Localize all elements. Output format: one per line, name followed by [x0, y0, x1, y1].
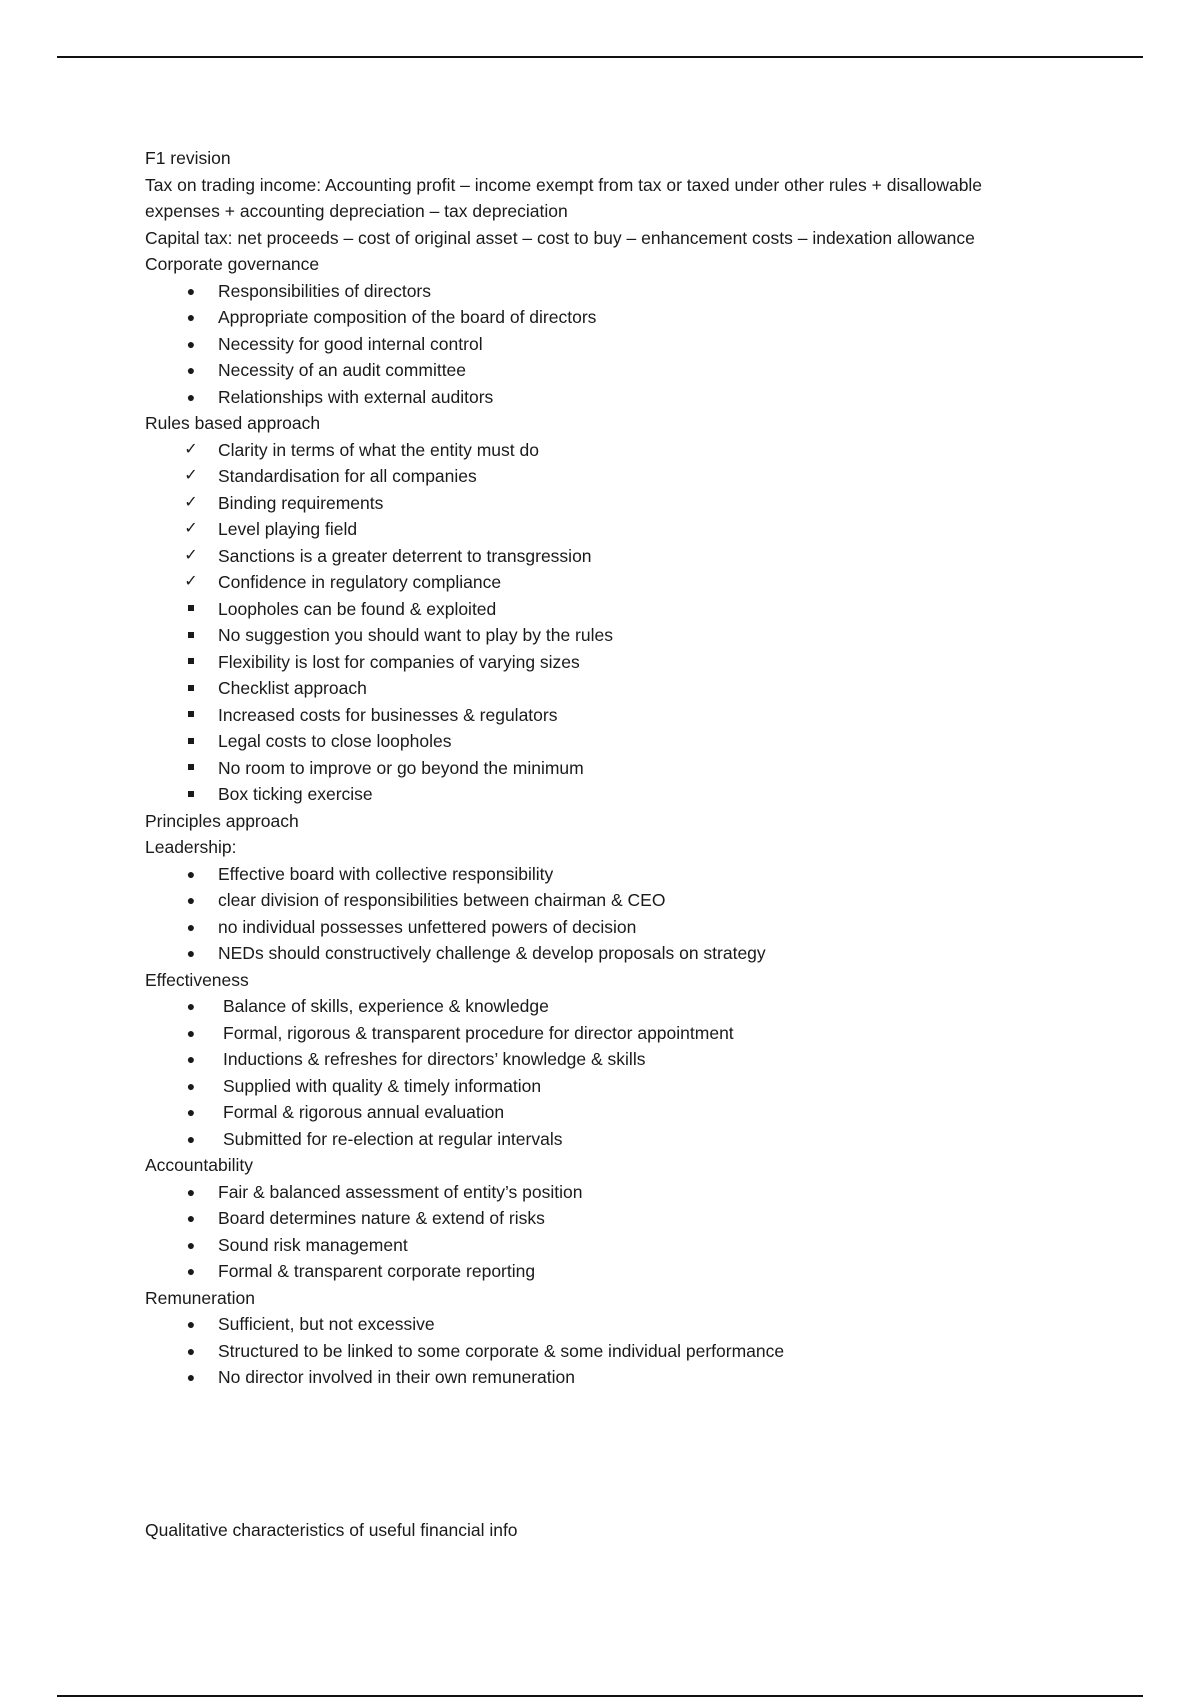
- list-item: No room to improve or go beyond the minimum: [145, 755, 1105, 782]
- list-item: ● clear division of responsibilities between chairman & CEO: [145, 887, 1105, 914]
- rules-based-advantages-list: [145, 437, 1105, 596]
- checkmark-icon: ✓: [184, 493, 198, 511]
- remuneration-heading: Remuneration: [145, 1287, 255, 1308]
- bullet-icon: ●: [186, 892, 196, 908]
- checkmark-icon: ✓: [184, 467, 198, 484]
- square-bullet-icon: [181, 702, 201, 729]
- document-title: F1 revision: [145, 148, 231, 168]
- square-bullet-icon: [181, 728, 201, 755]
- corporate-governance-heading: Corporate governance: [145, 254, 320, 274]
- list-item: ● Necessity for good internal control: [145, 331, 1105, 358]
- square-bullet-icon: [181, 649, 201, 676]
- footer-rule: [57, 1695, 1143, 1697]
- list-item: ✓ Confidence in regulatory compliance: [145, 569, 1105, 596]
- bullet-icon: ●: [186, 1263, 196, 1279]
- accountability-list: [145, 1179, 1105, 1285]
- list-item: ✓ Level playing field: [145, 516, 1105, 543]
- corporate-governance-list: [145, 278, 1105, 411]
- bullet-icon: ●: [186, 309, 196, 325]
- list-item: ✓ Sanctions is a greater deterrent to transgression: [145, 543, 1105, 570]
- bullet-icon: ●: [186, 362, 196, 378]
- leadership-list: [145, 861, 1105, 967]
- effectiveness-heading: Effectiveness: [145, 969, 249, 990]
- list-item: ● Formal & rigorous annual evaluation: [145, 1099, 1105, 1126]
- list-item: Increased costs for businesses & regulators: [145, 702, 1105, 729]
- rules-based-disadvantages-list: [145, 596, 1105, 808]
- bullet-icon: ●: [186, 918, 196, 935]
- bullet-icon: ●: [186, 865, 196, 882]
- rules-based-heading: Rules based approach: [145, 413, 321, 433]
- qualitative-characteristics-heading: Qualitative characteristics of useful financial info: [145, 1519, 518, 1540]
- square-bullet-icon: [181, 596, 201, 623]
- list-item: ● Board determines nature & extend of risks: [145, 1205, 1105, 1232]
- accountability-heading: Accountability: [145, 1155, 253, 1175]
- square-bullet-icon: [181, 755, 201, 782]
- list-item: ● Necessity of an audit committee: [145, 357, 1105, 384]
- list-item: ● Relationships with external auditors: [145, 384, 1105, 411]
- list-item: ● No director involved in their own remuneration: [145, 1364, 1105, 1391]
- list-item: ● Inductions & refreshes for directors’ knowledge & skills: [145, 1046, 1105, 1073]
- list-item: ● Submitted for re-election at regular intervals: [145, 1126, 1105, 1153]
- bullet-icon: ●: [186, 1210, 196, 1226]
- list-item: Flexibility is lost for companies of varying sizes: [145, 649, 1105, 676]
- list-item: ✓ Binding requirements: [145, 490, 1105, 517]
- list-item: ● Effective board with collective responsibility: [145, 861, 1105, 888]
- list-item: ● Formal & transparent corporate reporting: [145, 1258, 1105, 1285]
- tax-trading-income-text: Tax on trading income: Accounting profit – income exempt from tax or taxed under other rules + disallowable expenses + accounting depreciation – tax depreciation: [145, 174, 983, 221]
- bullet-icon: ●: [186, 1130, 196, 1147]
- list-item: ● NEDs should constructively challenge & develop proposals on strategy: [145, 940, 1105, 967]
- list-item: ● Balance of skills, experience & knowledge: [145, 993, 1105, 1020]
- square-bullet-icon: [181, 622, 201, 649]
- list-item: Checklist approach: [145, 675, 1105, 702]
- principles-heading: Principles approach: [145, 810, 299, 831]
- leadership-heading: Leadership:: [145, 837, 237, 857]
- bullet-icon: ●: [186, 1183, 196, 1200]
- list-item: Legal costs to close loopholes: [145, 728, 1105, 755]
- list-item: No suggestion you should want to play by the rules: [145, 622, 1105, 649]
- bullet-icon: ●: [186, 945, 196, 961]
- list-item: ● Sufficient, but not excessive: [145, 1311, 1105, 1338]
- bullet-icon: ●: [186, 1342, 196, 1359]
- list-item: ● Formal, rigorous & transparent procedure for director appointment: [145, 1020, 1105, 1047]
- list-item: ● Structured to be linked to some corporate & some individual performance: [145, 1338, 1105, 1365]
- bullet-icon: ●: [186, 1369, 196, 1385]
- square-bullet-icon: [181, 781, 201, 808]
- checkmark-icon: ✓: [184, 520, 198, 537]
- capital-tax-text: Capital tax: net proceeds – cost of original asset – cost to buy – enhancement costs – indexation allowance: [145, 227, 975, 248]
- list-item: ● Responsibilities of directors: [145, 278, 1105, 305]
- list-item: ✓ Clarity in terms of what the entity must do: [145, 437, 1105, 464]
- bullet-icon: ●: [186, 1024, 196, 1041]
- bullet-icon: ●: [186, 1316, 196, 1332]
- bullet-icon: ●: [186, 335, 196, 352]
- square-bullet-icon: [181, 675, 201, 702]
- list-item: ● no individual possesses unfettered powers of decision: [145, 914, 1105, 941]
- list-item: ● Fair & balanced assessment of entity’s position: [145, 1179, 1105, 1206]
- header-rule: [57, 56, 1143, 58]
- bullet-icon: ●: [186, 1051, 196, 1067]
- checkmark-icon: ✓: [184, 573, 198, 590]
- effectiveness-list: [145, 993, 1105, 1152]
- bullet-icon: ●: [186, 1104, 196, 1120]
- bullet-icon: ●: [186, 282, 196, 299]
- bullet-icon: ●: [186, 1077, 196, 1094]
- checkmark-icon: ✓: [184, 440, 198, 458]
- bullet-icon: ●: [186, 388, 196, 405]
- list-item: ✓ Standardisation for all companies: [145, 463, 1105, 490]
- list-item: ● Sound risk management: [145, 1232, 1105, 1259]
- bullet-icon: ●: [186, 998, 196, 1014]
- bullet-icon: ●: [186, 1236, 196, 1253]
- checkmark-icon: ✓: [184, 546, 198, 564]
- document-body: [145, 145, 1105, 1543]
- list-item: Loopholes can be found & exploited: [145, 596, 1105, 623]
- list-item: ● Appropriate composition of the board of directors: [145, 304, 1105, 331]
- list-item: ● Supplied with quality & timely information: [145, 1073, 1105, 1100]
- list-item: Box ticking exercise: [145, 781, 1105, 808]
- remuneration-list: [145, 1311, 1105, 1391]
- blank-space: [145, 1391, 1105, 1517]
